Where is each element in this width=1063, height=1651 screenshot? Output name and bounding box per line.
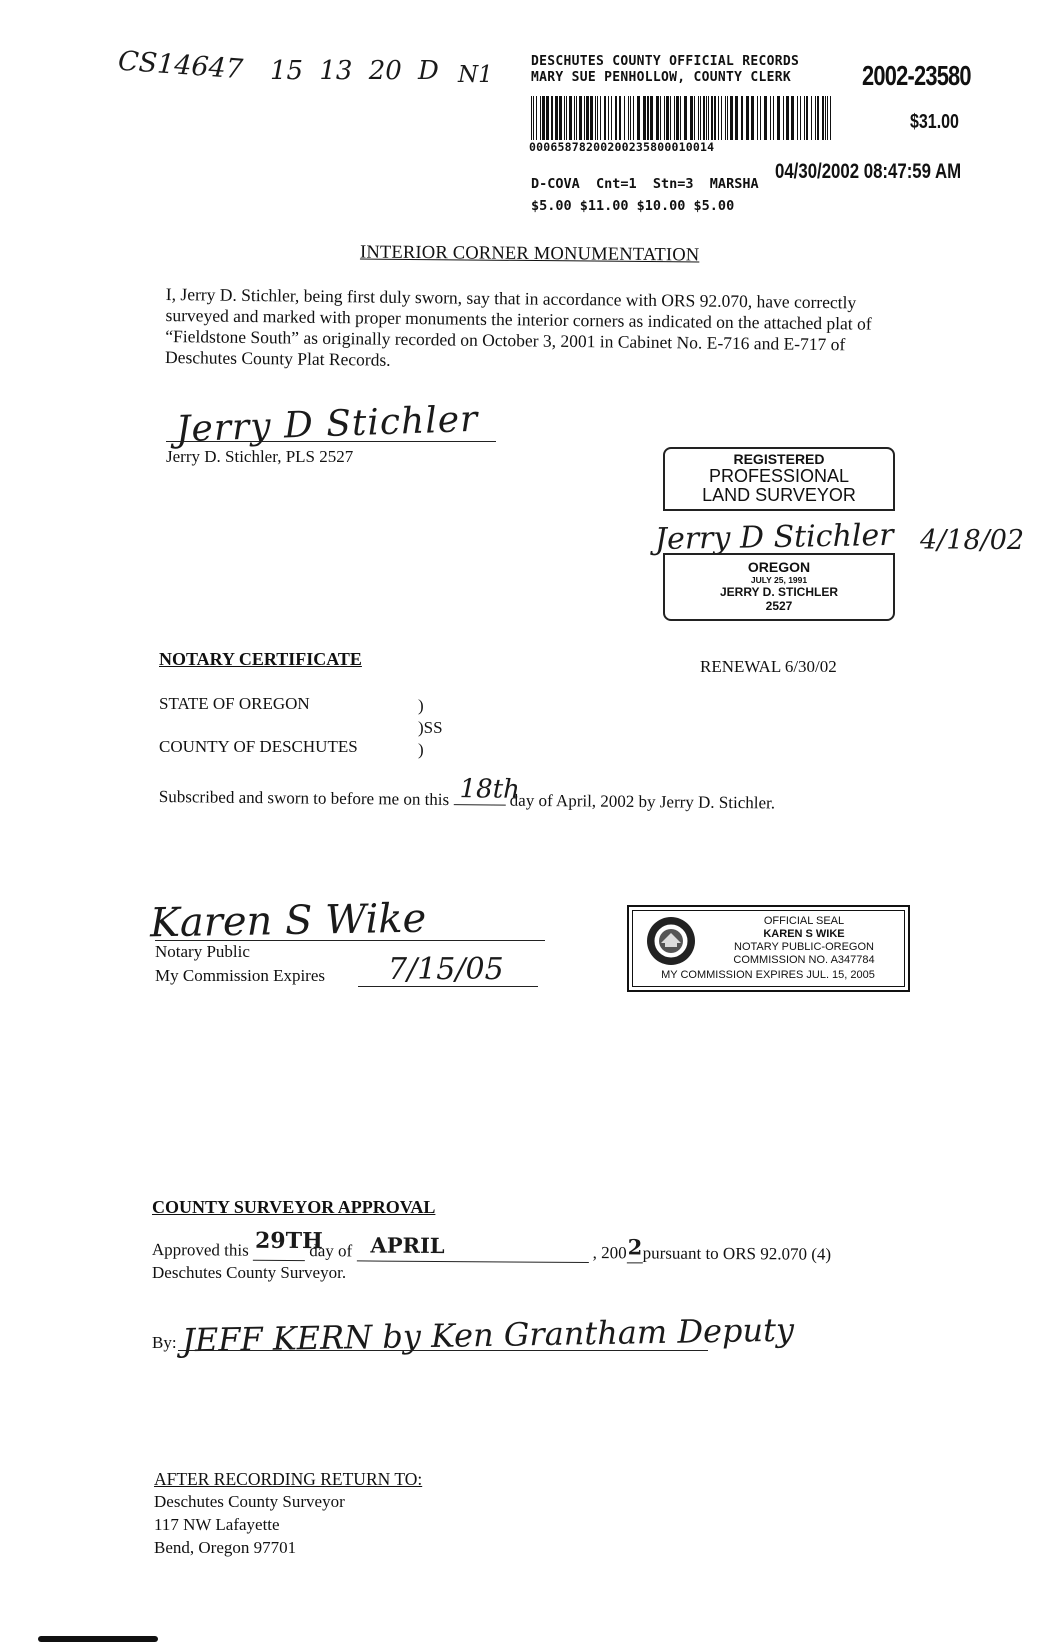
notary-signature-line [155,940,545,941]
barcode-bar [590,96,593,140]
barcode-bar [700,96,701,140]
handwritten-code-text: 15 13 20 D [270,56,439,86]
return-line-1: Deschutes County Surveyor [154,1492,345,1511]
barcode-bar [586,96,589,140]
notary-official-seal [627,905,910,992]
barcode-bar [674,96,675,140]
barcode-bar [694,96,695,140]
approved-year-prefix: , 200 [592,1243,627,1263]
approval-office: Deschutes County Surveyor. [152,1263,347,1282]
barcode-bar [760,96,761,140]
seal-line-4: COMMISSION NO. A347784 [733,954,875,966]
venue-paren-1: ) [418,696,424,715]
renewal-note: RENEWAL 6/30/02 [700,657,837,676]
barcode-bar [531,96,532,140]
seal-line-3: NOTARY PUBLIC-OREGON [734,941,874,953]
station-line: D-COVA Cnt=1 Stn=3 MARSHA [531,176,759,192]
records-office: DESCHUTES COUNTY OFFICIAL RECORDS [531,54,800,69]
pls-signed-date: 4/18/02 [920,525,1025,556]
barcode-bar [546,96,549,140]
barcode-bar [574,96,575,140]
pls-date: JULY 25, 1991 [750,575,808,585]
barcode-bar [714,96,716,140]
recording-barcode [531,96,836,140]
barcode-bar [555,96,558,140]
approved-day-of: day of [309,1241,353,1261]
barcode-bar [542,96,545,140]
barcode-bar [822,96,824,140]
approved-prefix: Approved this [151,1240,249,1260]
barcode-bar [540,96,541,140]
surveyor-signature: Jerry D Stichler [175,398,479,451]
barcode-bar [595,96,596,140]
approved-day: 29TH [254,1227,323,1255]
pls-name: JERRY D. STICHLER [719,585,839,599]
barcode-bar [670,96,671,140]
barcode-bar [783,96,784,140]
pls-professional: PROFESSIONAL [708,466,850,486]
oregon-seal-icon [645,915,697,967]
barcode-bar [650,96,653,140]
commission-expires-label: My Commission Expires [155,966,326,985]
sworn-day: 18th [459,774,521,805]
pls-land-surveyor: LAND SURVEYOR [702,485,856,505]
barcode-bar [703,96,705,140]
barcode-bar [584,96,585,140]
barcode-bar [559,96,562,140]
barcode-bar [730,96,733,140]
barcode-bar [666,96,669,140]
barcode-bar [708,96,709,140]
barcode-bar [637,96,640,140]
declaration-paragraph: I, Jerry D. Stichler, being first duly sworn, say that in accordance with ORS 92.070, have correctly surveyed and marked with proper monuments the interior corners as indicated on the attached plat of “Fieldstone South” as originally recorded on October 3, 2001 in Cabinet No. E-716 and E-717 of Deschutes County Plat Records. [164,284,872,370]
barcode-bar [630,96,631,140]
barcode-bar [751,96,754,140]
barcode-bar [600,96,601,140]
by-signature-line [178,1350,708,1351]
barcode-bar [725,96,726,140]
document-title: INTERIOR CORNER MONUMENTATION [359,242,700,266]
approval-heading: COUNTY SURVEYOR APPROVAL [152,1197,436,1217]
approved-year-digit: 2 [627,1234,643,1260]
barcode-bar [698,96,699,140]
pls-number: 2527 [765,599,793,613]
surveyor-signature-line [166,441,496,442]
barcode-bar [706,96,707,140]
barcode-bar [569,96,572,140]
approved-day-field [253,1227,323,1261]
approval-line [151,1227,832,1265]
barcode-bar [624,96,625,140]
barcode-bar [764,96,767,140]
handwritten-code-2 [458,62,493,88]
barcode-bar [791,96,794,140]
venue-paren-2: ) [418,740,424,759]
barcode-bar [533,96,534,140]
sworn-statement [158,774,776,813]
barcode-bar [579,96,582,140]
fees-line: $5.00 $11.00 $10.00 $5.00 [531,198,735,214]
notary-heading: NOTARY CERTIFICATE [159,649,362,669]
return-line-2: 117 NW Lafayette [154,1515,280,1534]
seal-line-1: OFFICIAL SEAL [763,915,845,927]
by-label: By: [152,1333,177,1352]
by-signature: JEFF KERN by Ken Grantham Deputy [181,1310,795,1360]
seal-line-2: KAREN S WIKE [763,928,845,940]
barcode-bar [811,96,812,140]
venue-state: STATE OF OREGON [159,694,310,713]
county-clerk: MARY SUE PENHOLLOW, COUNTY CLERK [531,70,792,85]
barcode-bar [690,96,693,140]
barcode-bar [611,96,612,140]
barcode-bar [660,96,661,140]
barcode-bar [797,96,798,140]
barcode-bar [770,96,771,140]
barcode-bar [643,96,646,140]
barcode-bar [773,96,774,140]
approved-month: APRIL [370,1232,445,1259]
barcode-bar [718,96,719,140]
barcode-bar [815,96,816,140]
sworn-day-field [453,774,521,806]
barcode-bar [721,96,722,140]
barcode-bar [741,96,743,140]
pls-registered: REGISTERED [733,451,825,467]
sworn-prefix: Subscribed and sworn to before me on this [158,786,450,810]
barcode-bar [817,96,819,140]
surveyor-name: Jerry D. Stichler, PLS 2527 [166,447,354,466]
barcode-bar [804,96,805,140]
scan-edge-mark [38,1636,158,1642]
barcode-bar [608,96,609,140]
barcode-number: 00065878200200235800010014 [529,140,715,154]
return-line-3: Bend, Oregon 97701 [154,1538,297,1557]
barcode-bar [566,96,567,140]
barcode-bar [536,96,537,140]
venue-county: COUNTY OF DESCHUTES [159,737,358,756]
barcode-bar [633,96,634,140]
barcode-bar [735,96,738,140]
handwritten-code [270,56,439,86]
barcode-bar [757,96,758,140]
barcode-bar [825,96,826,140]
notary-public-label: Notary Public [155,942,250,961]
barcode-bar [777,96,780,140]
barcode-bar [727,96,728,140]
approved-suffix: pursuant to ORS 92.070 (4) [642,1243,832,1264]
handwritten-reference [117,46,244,86]
pls-stamp-top [663,447,895,511]
barcode-bar [564,96,565,140]
barcode-bar [576,96,577,140]
pls-state: OREGON [747,559,811,575]
recording-datetime: 04/30/2002 08:47:59 AM [775,160,962,183]
barcode-bar [597,96,598,140]
barcode-bar [628,96,629,140]
barcode-bar [746,96,749,140]
document-number: 2002-23580 [862,60,971,91]
barcode-bar [680,96,681,140]
notary-signature: Karen S Wike [149,895,427,947]
approved-year-field [627,1234,643,1263]
sworn-suffix: day of April, 2002 by Jerry D. Stichler. [509,790,776,813]
barcode-bar [619,96,621,140]
venue-ss: )SS [418,718,443,737]
pls-signature: Jerry D Stichler [654,517,894,558]
return-heading: AFTER RECORDING RETURN TO: [154,1469,423,1489]
barcode-bar [806,96,808,140]
commission-expires-value: 7/15/05 [388,952,504,987]
barcode-bar [551,96,553,140]
handwritten-ref-number: CS14647 [117,45,244,86]
barcode-bar [684,96,687,140]
barcode-bar [676,96,679,140]
barcode-bar [830,96,831,140]
barcode-bar [664,96,665,140]
barcode-bar [827,96,828,140]
barcode-bar [647,96,649,140]
handwritten-code2-text: N1 [458,62,493,88]
seal-line-5: MY COMMISSION EXPIRES JUL. 15, 2005 [661,969,875,981]
approved-month-field [356,1232,588,1263]
amount-paid: $31.00 [910,111,959,133]
barcode-bar [800,96,801,140]
pls-stamp-bottom [663,553,895,621]
barcode-bar [711,96,713,140]
barcode-bar [656,96,659,140]
barcode-bar [604,96,606,140]
barcode-bar [786,96,789,140]
barcode-bar [615,96,617,140]
